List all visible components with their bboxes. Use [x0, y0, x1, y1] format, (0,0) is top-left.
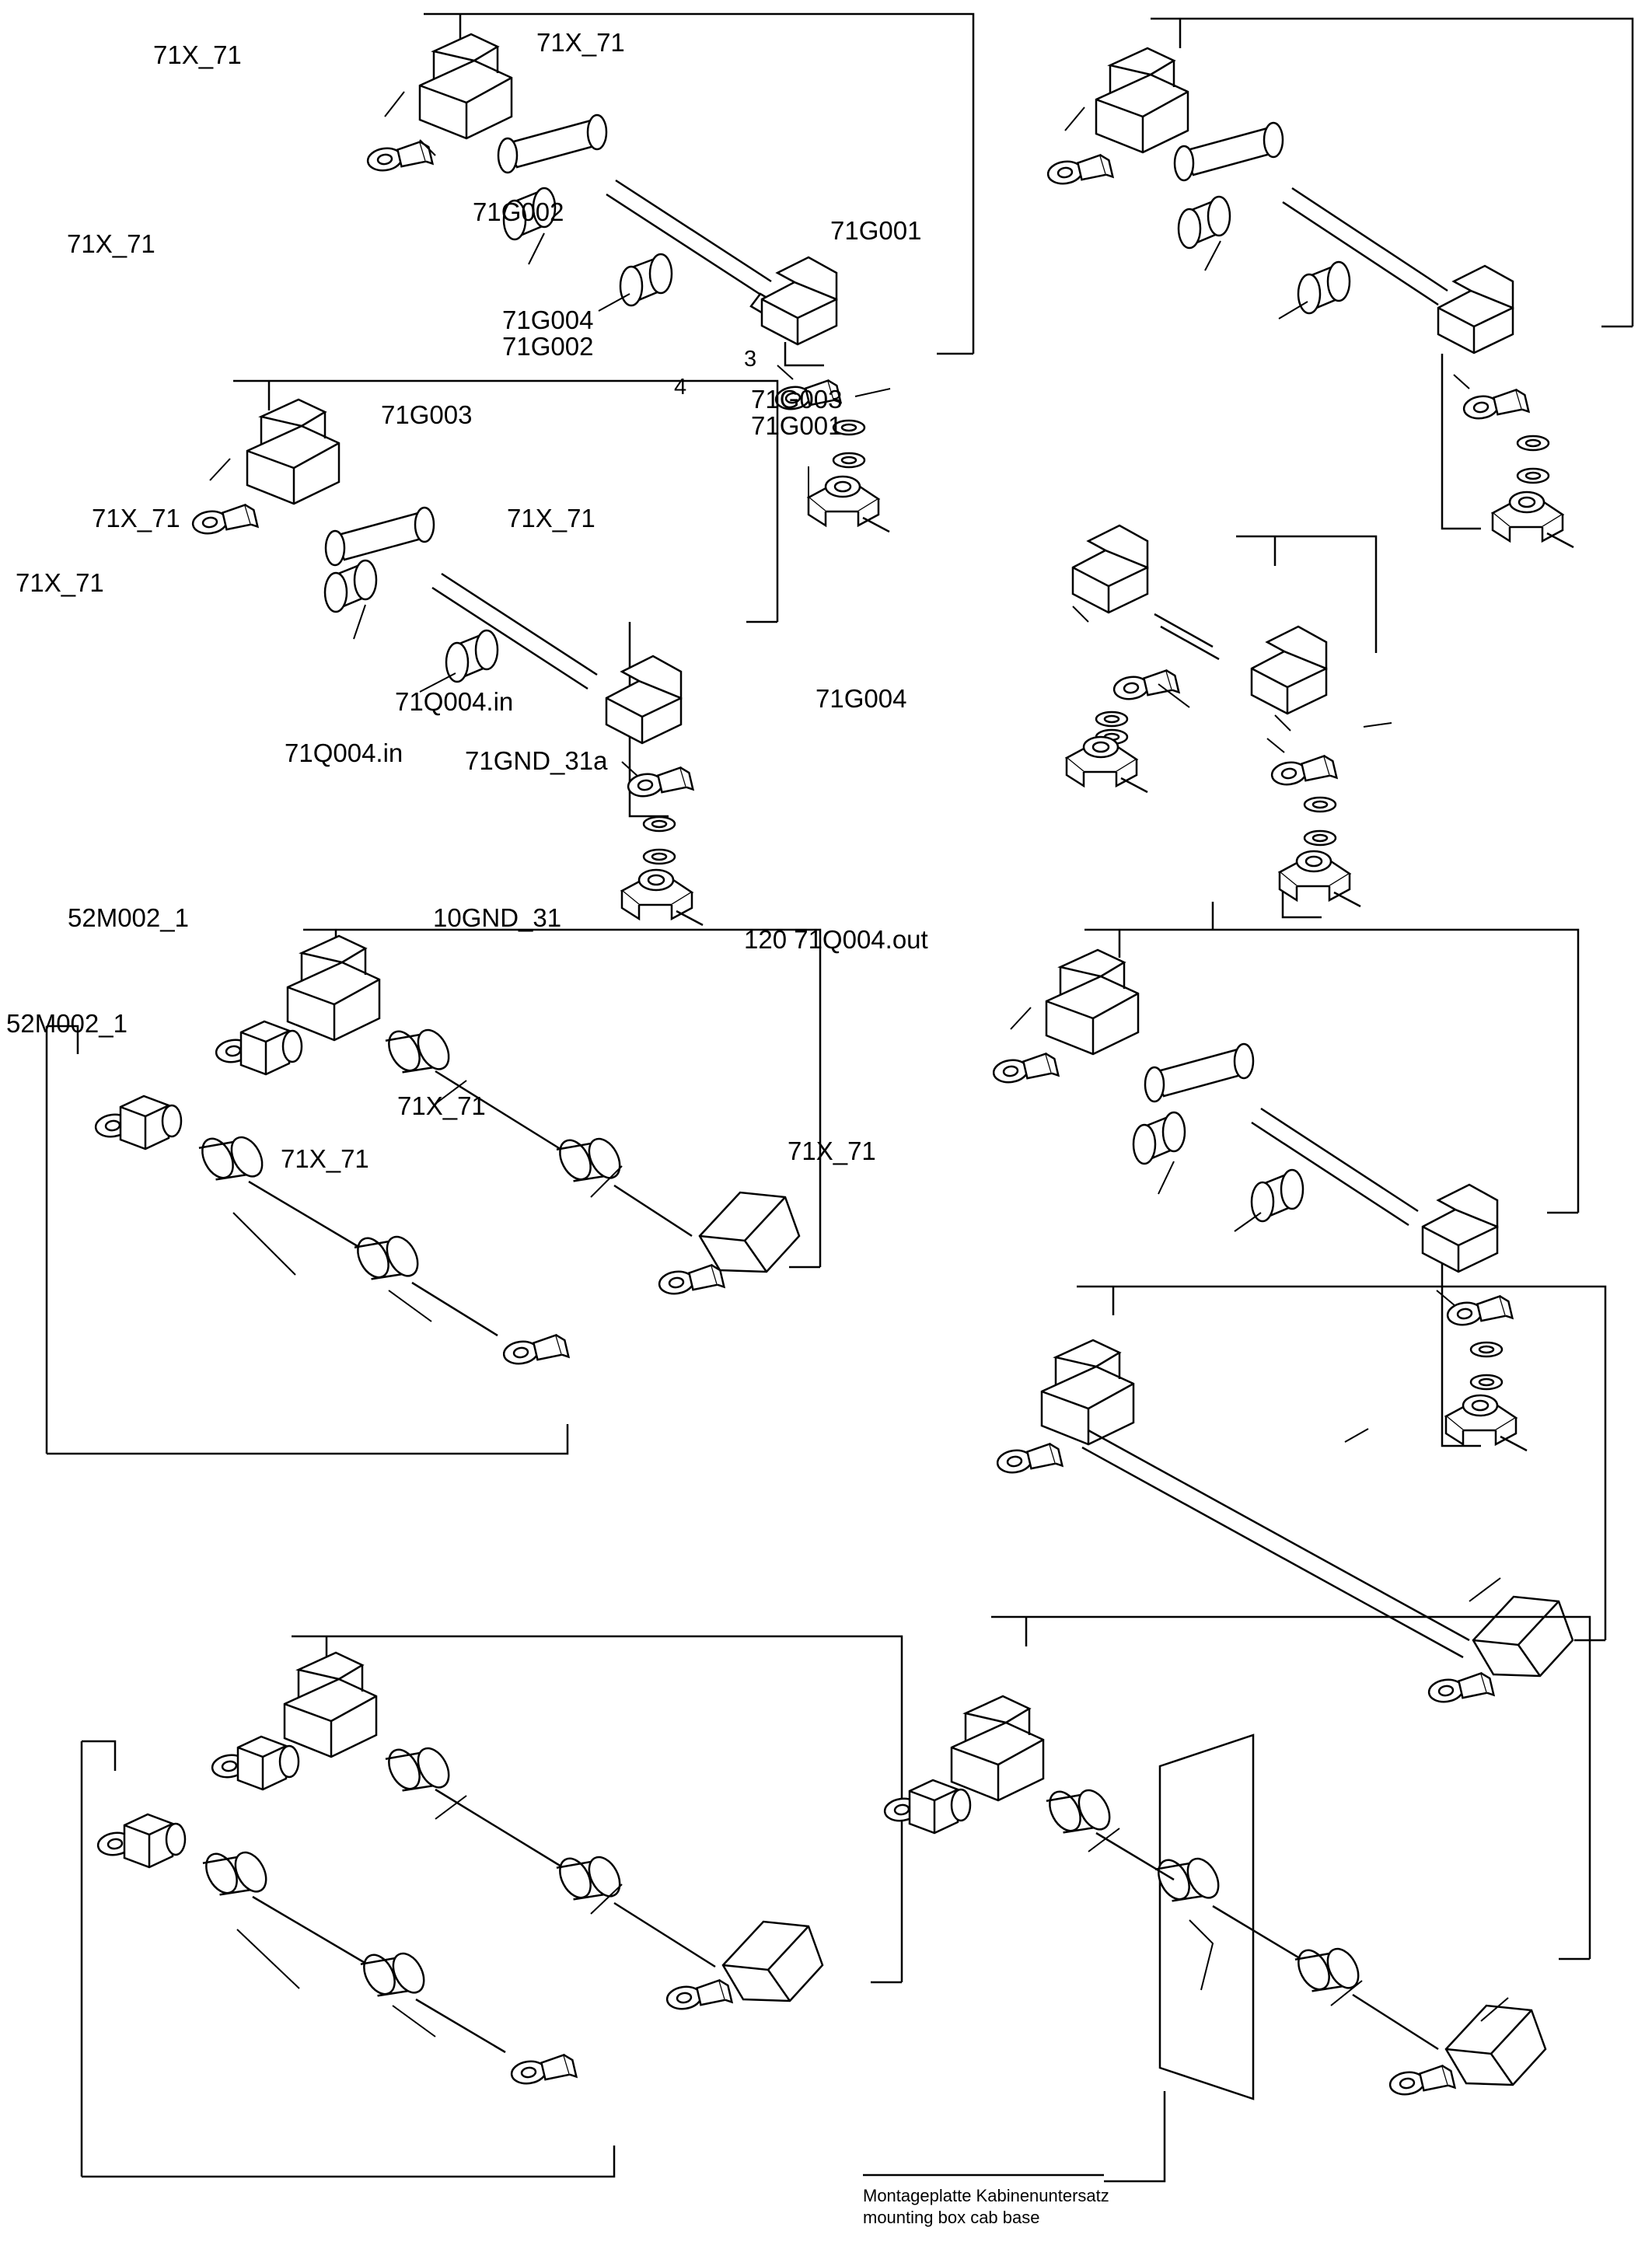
part-label: 71X_71 — [507, 504, 595, 532]
part-label: 10GND_31 — [433, 903, 562, 932]
part-label: 71G003 — [751, 385, 843, 414]
part-label: 71X_71 — [92, 504, 180, 532]
assembly-group-9 — [863, 1617, 1590, 2181]
part-label: 4 — [674, 375, 687, 400]
note-line-2: mounting box cab base — [863, 2208, 1040, 2227]
note-line-1: Montageplatte Kabinenuntersatz — [863, 2186, 1109, 2205]
part-label: 71G004 — [816, 684, 907, 713]
part-label: 71X_71 — [281, 1144, 369, 1173]
part-label: 71X_71 — [153, 40, 242, 69]
part-label: 71G001 — [751, 411, 843, 440]
assembly-group-1 — [366, 14, 973, 532]
part-label: 3 — [744, 347, 757, 372]
part-label: 71GND_31a — [465, 746, 608, 775]
part-label: 71G001 — [830, 216, 922, 245]
part-label: 71X_71 — [67, 229, 155, 258]
part-label: 52M002_1 — [68, 903, 189, 932]
part-label: 71G003 — [381, 400, 473, 429]
assembly-group-8 — [82, 1636, 902, 2177]
assembly-group-6 — [992, 902, 1578, 1451]
part-label: 71X_71 — [16, 568, 104, 597]
part-label: 120 71Q004.out — [744, 925, 928, 954]
assembly-group-5 — [47, 930, 820, 1454]
part-label: 71Q004.in — [285, 738, 403, 767]
assembly-group-7 — [996, 1287, 1605, 1704]
assembly-group-4 — [1067, 525, 1392, 917]
part-label: 71Q004.in — [395, 687, 514, 716]
part-label: 71G002 — [473, 197, 564, 226]
part-label: 52M002_1 — [6, 1009, 127, 1038]
part-label: 71X_71 — [536, 28, 625, 57]
part-label: 71G004 — [502, 306, 594, 334]
part-label: 71X_71 — [788, 1136, 876, 1165]
part-label: 71X_71 — [397, 1091, 486, 1120]
assembly-group-3 — [191, 381, 777, 925]
part-label: 71G002 — [502, 332, 594, 361]
assembly-group-2 — [1046, 19, 1633, 547]
